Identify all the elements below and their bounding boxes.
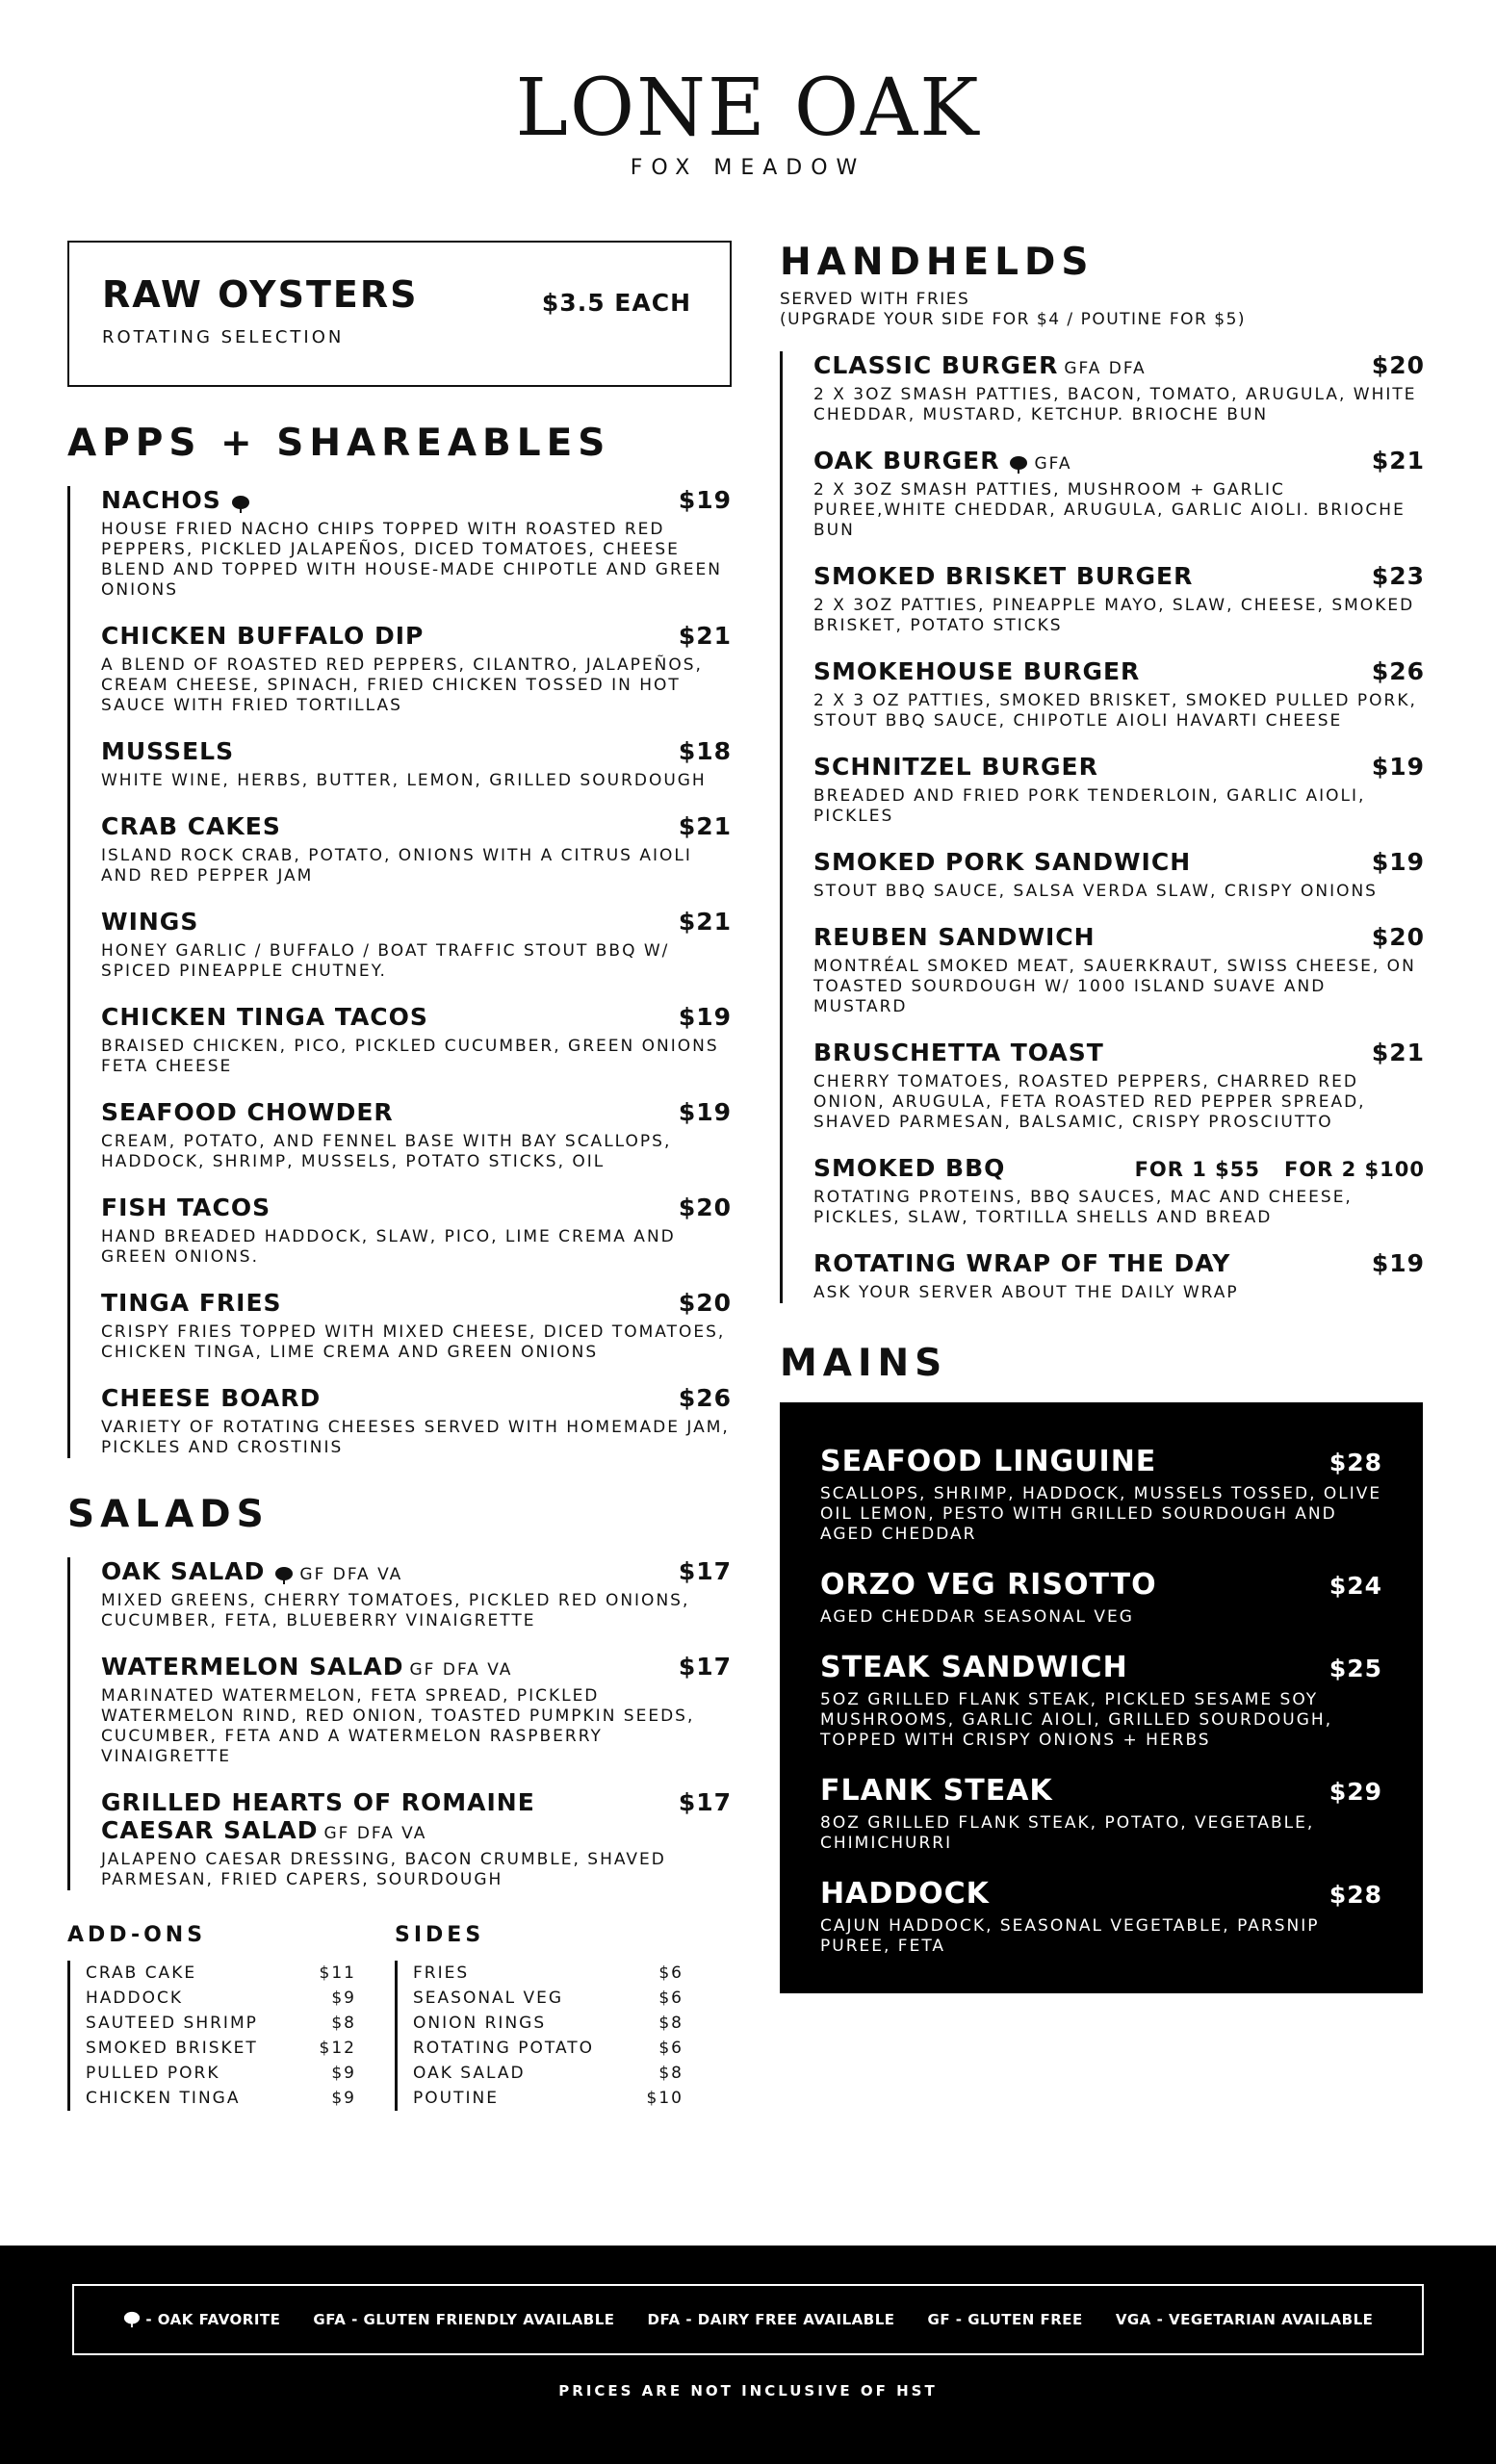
salads-title: SALADS — [67, 1493, 270, 1536]
footer — [0, 2246, 1496, 2464]
item-name: WINGS — [101, 908, 199, 936]
menu-item — [101, 1003, 732, 1077]
list-item — [86, 1986, 356, 2011]
item-name: ORZO VEG RISOTTO — [820, 1568, 1157, 1602]
addon-price: $12 — [319, 2039, 356, 2058]
raw-oysters-box — [67, 241, 732, 387]
menu-item — [101, 622, 732, 716]
item-price: $28 — [1328, 1449, 1382, 1476]
dietary-legend — [72, 2284, 1424, 2355]
item-description: BREADED AND FRIED PORK TENDERLOIN, GARLIC AIOLI, PICKLES — [813, 786, 1366, 826]
addon-name: HADDOCK — [86, 1989, 183, 2008]
item-price: $23 — [1371, 562, 1425, 590]
item-name: WATERMELON SALAD — [101, 1653, 404, 1681]
item-name: HADDOCK — [820, 1877, 990, 1911]
item-price: $29 — [1328, 1778, 1382, 1806]
item-price: $17 — [678, 1653, 732, 1681]
list-item — [86, 2036, 356, 2061]
item-description: 8OZ GRILLED FLANK STEAK, POTATO, VEGETABLE, CHIMICHURRI — [820, 1813, 1315, 1853]
side-price: $10 — [646, 2089, 684, 2108]
side-price: $8 — [658, 2064, 684, 2083]
handhelds-upgrade-note: (UPGRADE YOUR SIDE FOR $4 / POUTINE FOR $5) — [780, 310, 1247, 329]
item-name: ROTATING WRAP OF THE DAY — [813, 1249, 1231, 1277]
menu-item — [101, 486, 732, 601]
menu-item — [820, 1568, 1382, 1628]
item-description: WHITE WINE, HERBS, BUTTER, LEMON, GRILLED SOURDOUGH — [101, 771, 707, 790]
list-item — [413, 1986, 684, 2011]
legend-label: - OAK FAVORITE — [145, 2310, 281, 2328]
item-tags: GF DFA VA — [323, 1824, 427, 1843]
menu-item — [820, 1651, 1382, 1751]
list-item — [86, 2061, 356, 2086]
item-description: 2 X 3OZ PATTIES, PINEAPPLE MAYO, SLAW, CHEESE, SMOKED BRISKET, POTATO STICKS — [813, 596, 1415, 635]
item-name: SEAFOOD CHOWDER — [101, 1098, 394, 1126]
legend-label: GF - GLUTEN FREE — [927, 2311, 1083, 2328]
item-price: $18 — [678, 737, 732, 765]
handhelds-note: SERVED WITH FRIES — [780, 290, 970, 309]
item-price: $20 — [678, 1289, 732, 1317]
item-name: CLASSIC BURGER — [813, 351, 1059, 379]
item-name: SCHNITZEL BURGER — [813, 753, 1098, 781]
salads-list — [67, 1557, 732, 1890]
legend-label: GFA - GLUTEN FRIENDLY AVAILABLE — [313, 2311, 615, 2328]
item-description: STOUT BBQ SAUCE, SALSA VERDA SLAW, CRISPY ONIONS — [813, 882, 1378, 901]
menu-item — [813, 753, 1425, 827]
item-price: $20 — [1371, 923, 1425, 951]
sides-title: SIDES — [395, 1923, 485, 1947]
addon-price: $9 — [331, 2064, 356, 2083]
item-description: 2 X 3OZ SMASH PATTIES, BACON, TOMATO, ARUGULA, WHITE CHEDDAR, MUSTARD, KETCHUP. BRIOCHE BUN — [813, 385, 1417, 424]
menu-item — [820, 1774, 1382, 1854]
menu-item — [813, 657, 1425, 732]
item-description: CREAM, POTATO, AND FENNEL BASE WITH BAY SCALLOPS, HADDOCK, SHRIMP, MUSSELS, POTATO STICKS, OIL — [101, 1132, 672, 1171]
item-description: BRAISED CHICKEN, PICO, PICKLED CUCUMBER, GREEN ONIONS FETA CHEESE — [101, 1037, 719, 1076]
item-price: $19 — [678, 486, 732, 514]
item-price: $19 — [678, 1003, 732, 1031]
side-name: OAK SALAD — [413, 2064, 526, 2083]
restaurant-name: LONE OAK — [515, 63, 981, 154]
item-name: CHEESE BOARD — [101, 1384, 322, 1412]
addons-title: ADD-ONS — [67, 1923, 207, 1947]
tax-note: PRICES ARE NOT INCLUSIVE OF HST — [558, 2382, 938, 2400]
list-item — [413, 2011, 684, 2036]
item-description: 5OZ GRILLED FLANK STEAK, PICKLED SESAME SOY MUSHROOMS, GARLIC AIOLI, GRILLED SOURDOUGH, TOPPED WITH CRISPY ONIONS + HERBS — [820, 1690, 1333, 1750]
item-price: $28 — [1328, 1881, 1382, 1909]
item-price: $26 — [678, 1384, 732, 1412]
item-price: $19 — [1371, 753, 1425, 781]
item-price: $26 — [1371, 657, 1425, 685]
menu-header — [0, 63, 1496, 180]
menu-item — [101, 1289, 732, 1363]
location-name: FOX MEADOW — [630, 156, 866, 180]
item-name: CHICKEN BUFFALO DIP — [101, 622, 425, 650]
item-description: HAND BREADED HADDOCK, SLAW, PICO, LIME CREMA AND GREEN ONIONS. — [101, 1227, 676, 1267]
item-description: A BLEND OF ROASTED RED PEPPERS, CILANTRO, JALAPEÑOS, CREAM CHEESE, SPINACH, FRIED CHICKEN TOSSED IN HOT SAUCE WITH FRIED TORTILLAS — [101, 655, 703, 715]
sides-block — [395, 1923, 722, 2111]
item-name: OAK BURGER — [813, 447, 1000, 475]
legend-label: DFA - DAIRY FREE AVAILABLE — [647, 2311, 895, 2328]
addon-price: $11 — [319, 1964, 356, 1983]
list-item — [86, 2086, 356, 2111]
item-description: 2 X 3 OZ PATTIES, SMOKED BRISKET, SMOKED PULLED PORK, STOUT BBQ SAUCE, CHIPOTLE AIOLI HAVARTI CHEESE — [813, 691, 1417, 731]
item-name: FISH TACOS — [101, 1194, 271, 1221]
item-price: $17 — [678, 1788, 732, 1816]
side-name: SEASONAL VEG — [413, 1989, 564, 2008]
menu-item — [101, 1194, 732, 1268]
item-tags: GF DFA VA — [409, 1660, 513, 1680]
oysters-price: $3.5 EACH — [541, 289, 691, 317]
menu-item — [813, 447, 1425, 541]
left-column — [67, 241, 732, 2111]
sides-list — [395, 1961, 684, 2111]
item-description: MIXED GREENS, CHERRY TOMATOES, PICKLED RED ONIONS, CUCUMBER, FETA, BLUEBERRY VINAIGRETTE — [101, 1591, 690, 1630]
item-price: $19 — [678, 1098, 732, 1126]
list-item — [86, 2011, 356, 2036]
addon-price: $9 — [331, 2089, 356, 2108]
oak-favorite-icon — [274, 1566, 294, 1585]
menu-item — [101, 1653, 732, 1767]
item-description: MONTRÉAL SMOKED MEAT, SAUERKRAUT, SWISS CHEESE, ON TOASTED SOURDOUGH W/ 1000 ISLAND SUAVE AND MUSTARD — [813, 957, 1416, 1016]
oysters-title: RAW OYSTERS — [102, 273, 419, 316]
menu-item — [820, 1445, 1382, 1545]
item-name: CHICKEN TINGA TACOS — [101, 1003, 428, 1031]
item-description: VARIETY OF ROTATING CHEESES SERVED WITH HOMEMADE JAM, PICKLES AND CROSTINIS — [101, 1418, 730, 1457]
item-name: NACHOS — [101, 486, 221, 514]
item-description: 2 X 3OZ SMASH PATTIES, MUSHROOM + GARLIC PUREE,WHITE CHEDDAR, ARUGULA, GARLIC AIOLI. BRIOCHE BUN — [813, 480, 1406, 540]
addon-price: $9 — [331, 1989, 356, 2008]
side-name: ROTATING POTATO — [413, 2039, 595, 2058]
item-description: HONEY GARLIC / BUFFALO / BOAT TRAFFIC STOUT BBQ W/ SPICED PINEAPPLE CHUTNEY. — [101, 941, 670, 981]
item-description: CRISPY FRIES TOPPED WITH MIXED CHEESE, DICED TOMATOES, CHICKEN TINGA, LIME CREMA AND GREEN ONIONS — [101, 1322, 726, 1362]
menu-item — [101, 737, 732, 791]
item-price: $24 — [1328, 1572, 1382, 1600]
menu-item — [813, 1154, 1425, 1228]
item-name: MUSSELS — [101, 737, 235, 765]
list-item — [413, 2036, 684, 2061]
item-name: OAK SALAD — [101, 1557, 266, 1585]
menu-item — [813, 351, 1425, 425]
oak-favorite-icon — [123, 2311, 141, 2328]
item-price: $21 — [1371, 1039, 1425, 1066]
side-name: FRIES — [413, 1964, 470, 1983]
item-description: MARINATED WATERMELON, FETA SPREAD, PICKLED WATERMELON RIND, RED ONION, TOASTED PUMPKIN SEEDS, CUCUMBER, FETA AND A WATERMELON RASPBERRY VINAIGRETTE — [101, 1686, 695, 1766]
item-name: CRAB CAKES — [101, 812, 281, 840]
menu-item — [101, 1384, 732, 1458]
item-price: $21 — [678, 622, 732, 650]
item-name: SMOKEHOUSE BURGER — [813, 657, 1141, 685]
addon-name: PULLED PORK — [86, 2064, 220, 2083]
item-price: $17 — [678, 1557, 732, 1585]
item-name: SMOKED BRISKET BURGER — [813, 562, 1194, 590]
side-price: $6 — [658, 1989, 684, 2008]
side-name: POUTINE — [413, 2089, 499, 2108]
apps-list — [67, 486, 732, 1458]
menu-item — [101, 1788, 732, 1890]
item-tags: GFA DFA — [1064, 359, 1147, 378]
side-price: $6 — [658, 1964, 684, 1983]
addons-block — [67, 1923, 395, 2111]
handhelds-list — [780, 351, 1425, 1303]
side-name: ONION RINGS — [413, 2014, 547, 2033]
addon-price: $8 — [331, 2014, 356, 2033]
addon-name: CHICKEN TINGA — [86, 2089, 241, 2108]
item-description: JALAPENO CAESAR DRESSING, BACON CRUMBLE, SHAVED PARMESAN, FRIED CAPERS, SOURDOUGH — [101, 1850, 666, 1889]
addons-sides — [67, 1923, 732, 2111]
item-description: CAJUN HADDOCK, SEASONAL VEGETABLE, PARSNIP PUREE, FETA — [820, 1916, 1320, 1956]
item-price: $21 — [1371, 447, 1425, 475]
item-name: SEAFOOD LINGUINE — [820, 1445, 1157, 1478]
list-item — [413, 2086, 684, 2111]
menu-item — [813, 1039, 1425, 1133]
item-name: GRILLED HEARTS OF ROMAINE CAESAR SALAD — [101, 1788, 535, 1844]
item-name: TINGA FRIES — [101, 1289, 282, 1317]
menu-item — [820, 1877, 1382, 1957]
mains-box — [780, 1402, 1423, 1993]
addon-name: SMOKED BRISKET — [86, 2039, 258, 2058]
list-item — [413, 1961, 684, 1986]
oysters-subtitle: ROTATING SELECTION — [102, 327, 345, 347]
item-name: SMOKED BBQ — [813, 1154, 1006, 1182]
oak-favorite-icon — [1009, 455, 1028, 475]
item-name: BRUSCHETTA TOAST — [813, 1039, 1104, 1066]
handhelds-title: HANDHELDS — [780, 241, 1095, 284]
addons-list — [67, 1961, 356, 2111]
mains-title: MAINS — [780, 1342, 948, 1385]
item-description: CHERRY TOMATOES, ROASTED PEPPERS, CHARRED RED ONION, ARUGULA, FETA ROASTED RED PEPPER SPREAD, SHAVED PARMESAN, BALSAMIC, CRISPY PROSCIUTTO — [813, 1072, 1366, 1132]
item-price: $21 — [678, 812, 732, 840]
side-price: $8 — [658, 2014, 684, 2033]
list-item — [86, 1961, 356, 1986]
addon-name: CRAB CAKE — [86, 1964, 197, 1983]
menu-item — [101, 1557, 732, 1631]
item-price: $19 — [1371, 1249, 1425, 1277]
item-tags: GFA — [1034, 454, 1072, 474]
item-name: STEAK SANDWICH — [820, 1651, 1128, 1684]
item-description: SCALLOPS, SHRIMP, HADDOCK, MUSSELS TOSSED, OLIVE OIL LEMON, PESTO WITH GRILLED SOURDOUGH AND AGED CHEDDAR — [820, 1484, 1382, 1544]
item-name: SMOKED PORK SANDWICH — [813, 848, 1192, 876]
menu-item — [101, 908, 732, 982]
item-description: ISLAND ROCK CRAB, POTATO, ONIONS WITH A CITRUS AIOLI AND RED PEPPER JAM — [101, 846, 692, 886]
menu-item — [813, 848, 1425, 902]
item-name: FLANK STEAK — [820, 1774, 1053, 1808]
menu-item — [101, 1098, 732, 1172]
item-price: $20 — [678, 1194, 732, 1221]
menu-item — [101, 812, 732, 886]
apps-title: APPS + SHAREABLES — [67, 422, 611, 465]
list-item — [413, 2061, 684, 2086]
legend-oak-favorite — [123, 2311, 281, 2329]
oak-favorite-icon — [231, 495, 250, 514]
side-price: $6 — [658, 2039, 684, 2058]
menu-item — [813, 923, 1425, 1017]
menu-item — [813, 1249, 1425, 1303]
item-description: ASK YOUR SERVER ABOUT THE DAILY WRAP — [813, 1283, 1239, 1302]
item-price: $19 — [1371, 848, 1425, 876]
item-price: $25 — [1328, 1655, 1382, 1682]
item-tags: GF DFA VA — [299, 1565, 403, 1584]
item-name: REUBEN SANDWICH — [813, 923, 1096, 951]
menu-item — [813, 562, 1425, 636]
item-description: ROTATING PROTEINS, BBQ SAUCES, MAC AND CHEESE, PICKLES, SLAW, TORTILLA SHELLS AND BREAD — [813, 1188, 1353, 1227]
item-description: HOUSE FRIED NACHO CHIPS TOPPED WITH ROASTED RED PEPPERS, PICKLED JALAPEÑOS, DICED TOMATOES, CHEESE BLEND AND TOPPED WITH HOUSE-MADE CHIPOTLE AND GREEN ONIONS — [101, 520, 722, 600]
item-description: AGED CHEDDAR SEASONAL VEG — [820, 1607, 1134, 1627]
item-price: FOR 1 $55 FOR 2 $100 — [1134, 1158, 1425, 1181]
item-price: $21 — [678, 908, 732, 936]
legend-label: VGA - VEGETARIAN AVAILABLE — [1115, 2311, 1374, 2328]
item-price: $20 — [1371, 351, 1425, 379]
right-column — [780, 241, 1425, 1993]
addon-name: SAUTEED SHRIMP — [86, 2014, 258, 2033]
